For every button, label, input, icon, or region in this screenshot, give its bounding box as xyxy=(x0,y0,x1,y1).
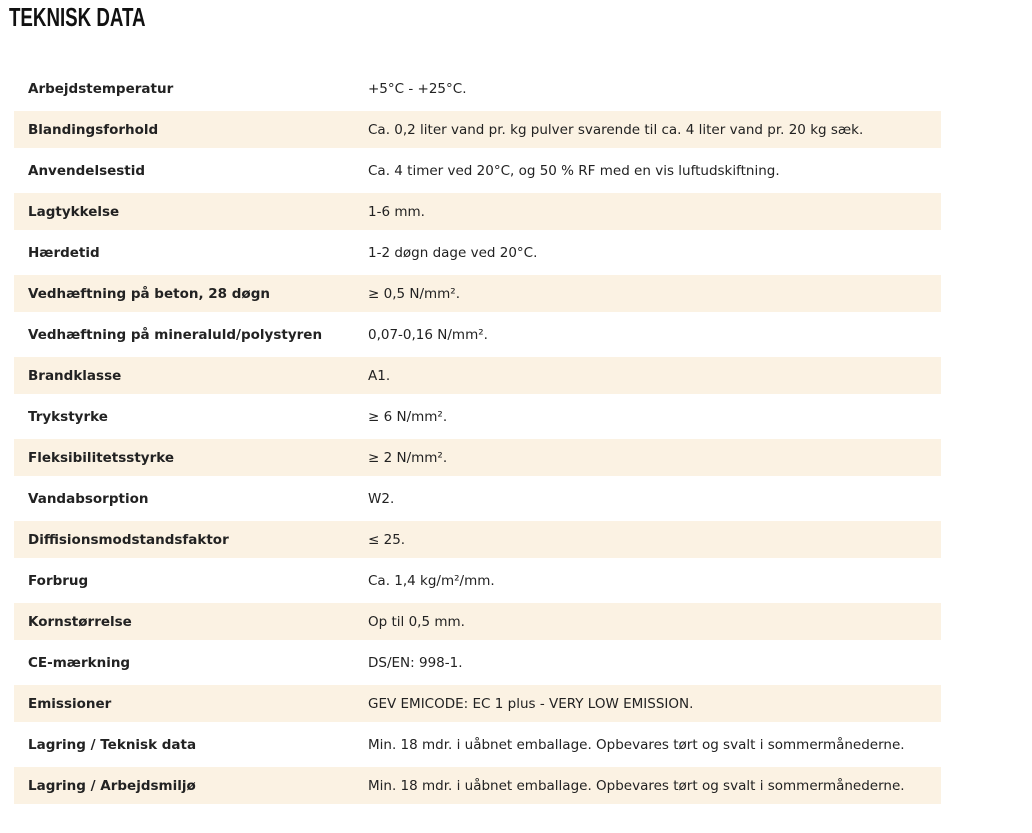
table-row xyxy=(14,562,941,599)
row-value: ≥ 2 N/mm². xyxy=(368,449,448,466)
row-label: Lagring / Teknisk data xyxy=(28,736,197,753)
row-label: Lagring / Arbejdsmiljø xyxy=(28,777,196,794)
row-value: +5°C - +25°C. xyxy=(368,80,467,97)
table-row xyxy=(14,521,941,558)
table-row xyxy=(14,357,941,394)
row-label: Fleksibilitetsstyrke xyxy=(28,449,175,466)
row-label: Diffisionsmodstandsfaktor xyxy=(28,531,229,548)
row-value: 0,07-0,16 N/mm². xyxy=(368,326,488,343)
row-value: Min. 18 mdr. i uåbnet emballage. Opbevares tørt og svalt i sommermånederne. xyxy=(368,736,905,753)
row-label: Blandingsforhold xyxy=(28,121,159,138)
table-row xyxy=(14,685,941,722)
table-row xyxy=(14,480,941,517)
table-row xyxy=(14,152,941,189)
row-value: ≥ 0,5 N/mm². xyxy=(368,285,461,302)
row-label: Brandklasse xyxy=(28,367,122,384)
row-value: Ca. 1,4 kg/m²/mm. xyxy=(368,572,495,589)
table-row xyxy=(14,398,941,435)
table-row xyxy=(14,111,941,148)
row-label: Kornstørrelse xyxy=(28,613,132,630)
row-value: Op til 0,5 mm. xyxy=(368,613,465,630)
row-label: Lagtykkelse xyxy=(28,203,120,220)
row-value: A1. xyxy=(368,367,391,384)
page-title: TEKNISK DATA xyxy=(9,2,146,32)
table-row xyxy=(14,726,941,763)
row-value: DS/EN: 998-1. xyxy=(368,654,463,671)
row-value: 1-6 mm. xyxy=(368,203,425,220)
row-label: Trykstyrke xyxy=(28,408,108,425)
table-row xyxy=(14,316,941,353)
row-value: Ca. 0,2 liter vand pr. kg pulver svarende til ca. 4 liter vand pr. 20 kg sæk. xyxy=(368,121,864,138)
row-label: Anvendelsestid xyxy=(28,162,146,179)
row-value: W2. xyxy=(368,490,395,507)
row-value: ≤ 25. xyxy=(368,531,406,548)
row-value: Ca. 4 timer ved 20°C, og 50 % RF med en vis luftudskiftning. xyxy=(368,162,780,179)
row-label: Arbejdstemperatur xyxy=(28,80,174,97)
table-row xyxy=(14,193,941,230)
table-row xyxy=(14,644,941,681)
table-row xyxy=(14,234,941,271)
row-label: Vedhæftning på beton, 28 døgn xyxy=(28,285,270,302)
row-value: GEV EMICODE: EC 1 plus - VERY LOW EMISSION. xyxy=(368,695,694,712)
row-label: Vandabsorption xyxy=(28,490,149,507)
table-row xyxy=(14,275,941,312)
row-label: CE-mærkning xyxy=(28,654,131,671)
table-row xyxy=(14,439,941,476)
table-row xyxy=(14,70,941,107)
row-value: ≥ 6 N/mm². xyxy=(368,408,448,425)
technical-data-table xyxy=(14,70,941,808)
row-value: 1-2 døgn dage ved 20°C. xyxy=(368,244,538,261)
table-row xyxy=(14,603,941,640)
row-label: Forbrug xyxy=(28,572,89,589)
row-label: Hærdetid xyxy=(28,244,100,261)
row-label: Vedhæftning på mineraluld/polystyren xyxy=(28,326,323,343)
table-row xyxy=(14,767,941,804)
row-value: Min. 18 mdr. i uåbnet emballage. Opbevares tørt og svalt i sommermånederne. xyxy=(368,777,905,794)
row-label: Emissioner xyxy=(28,695,112,712)
